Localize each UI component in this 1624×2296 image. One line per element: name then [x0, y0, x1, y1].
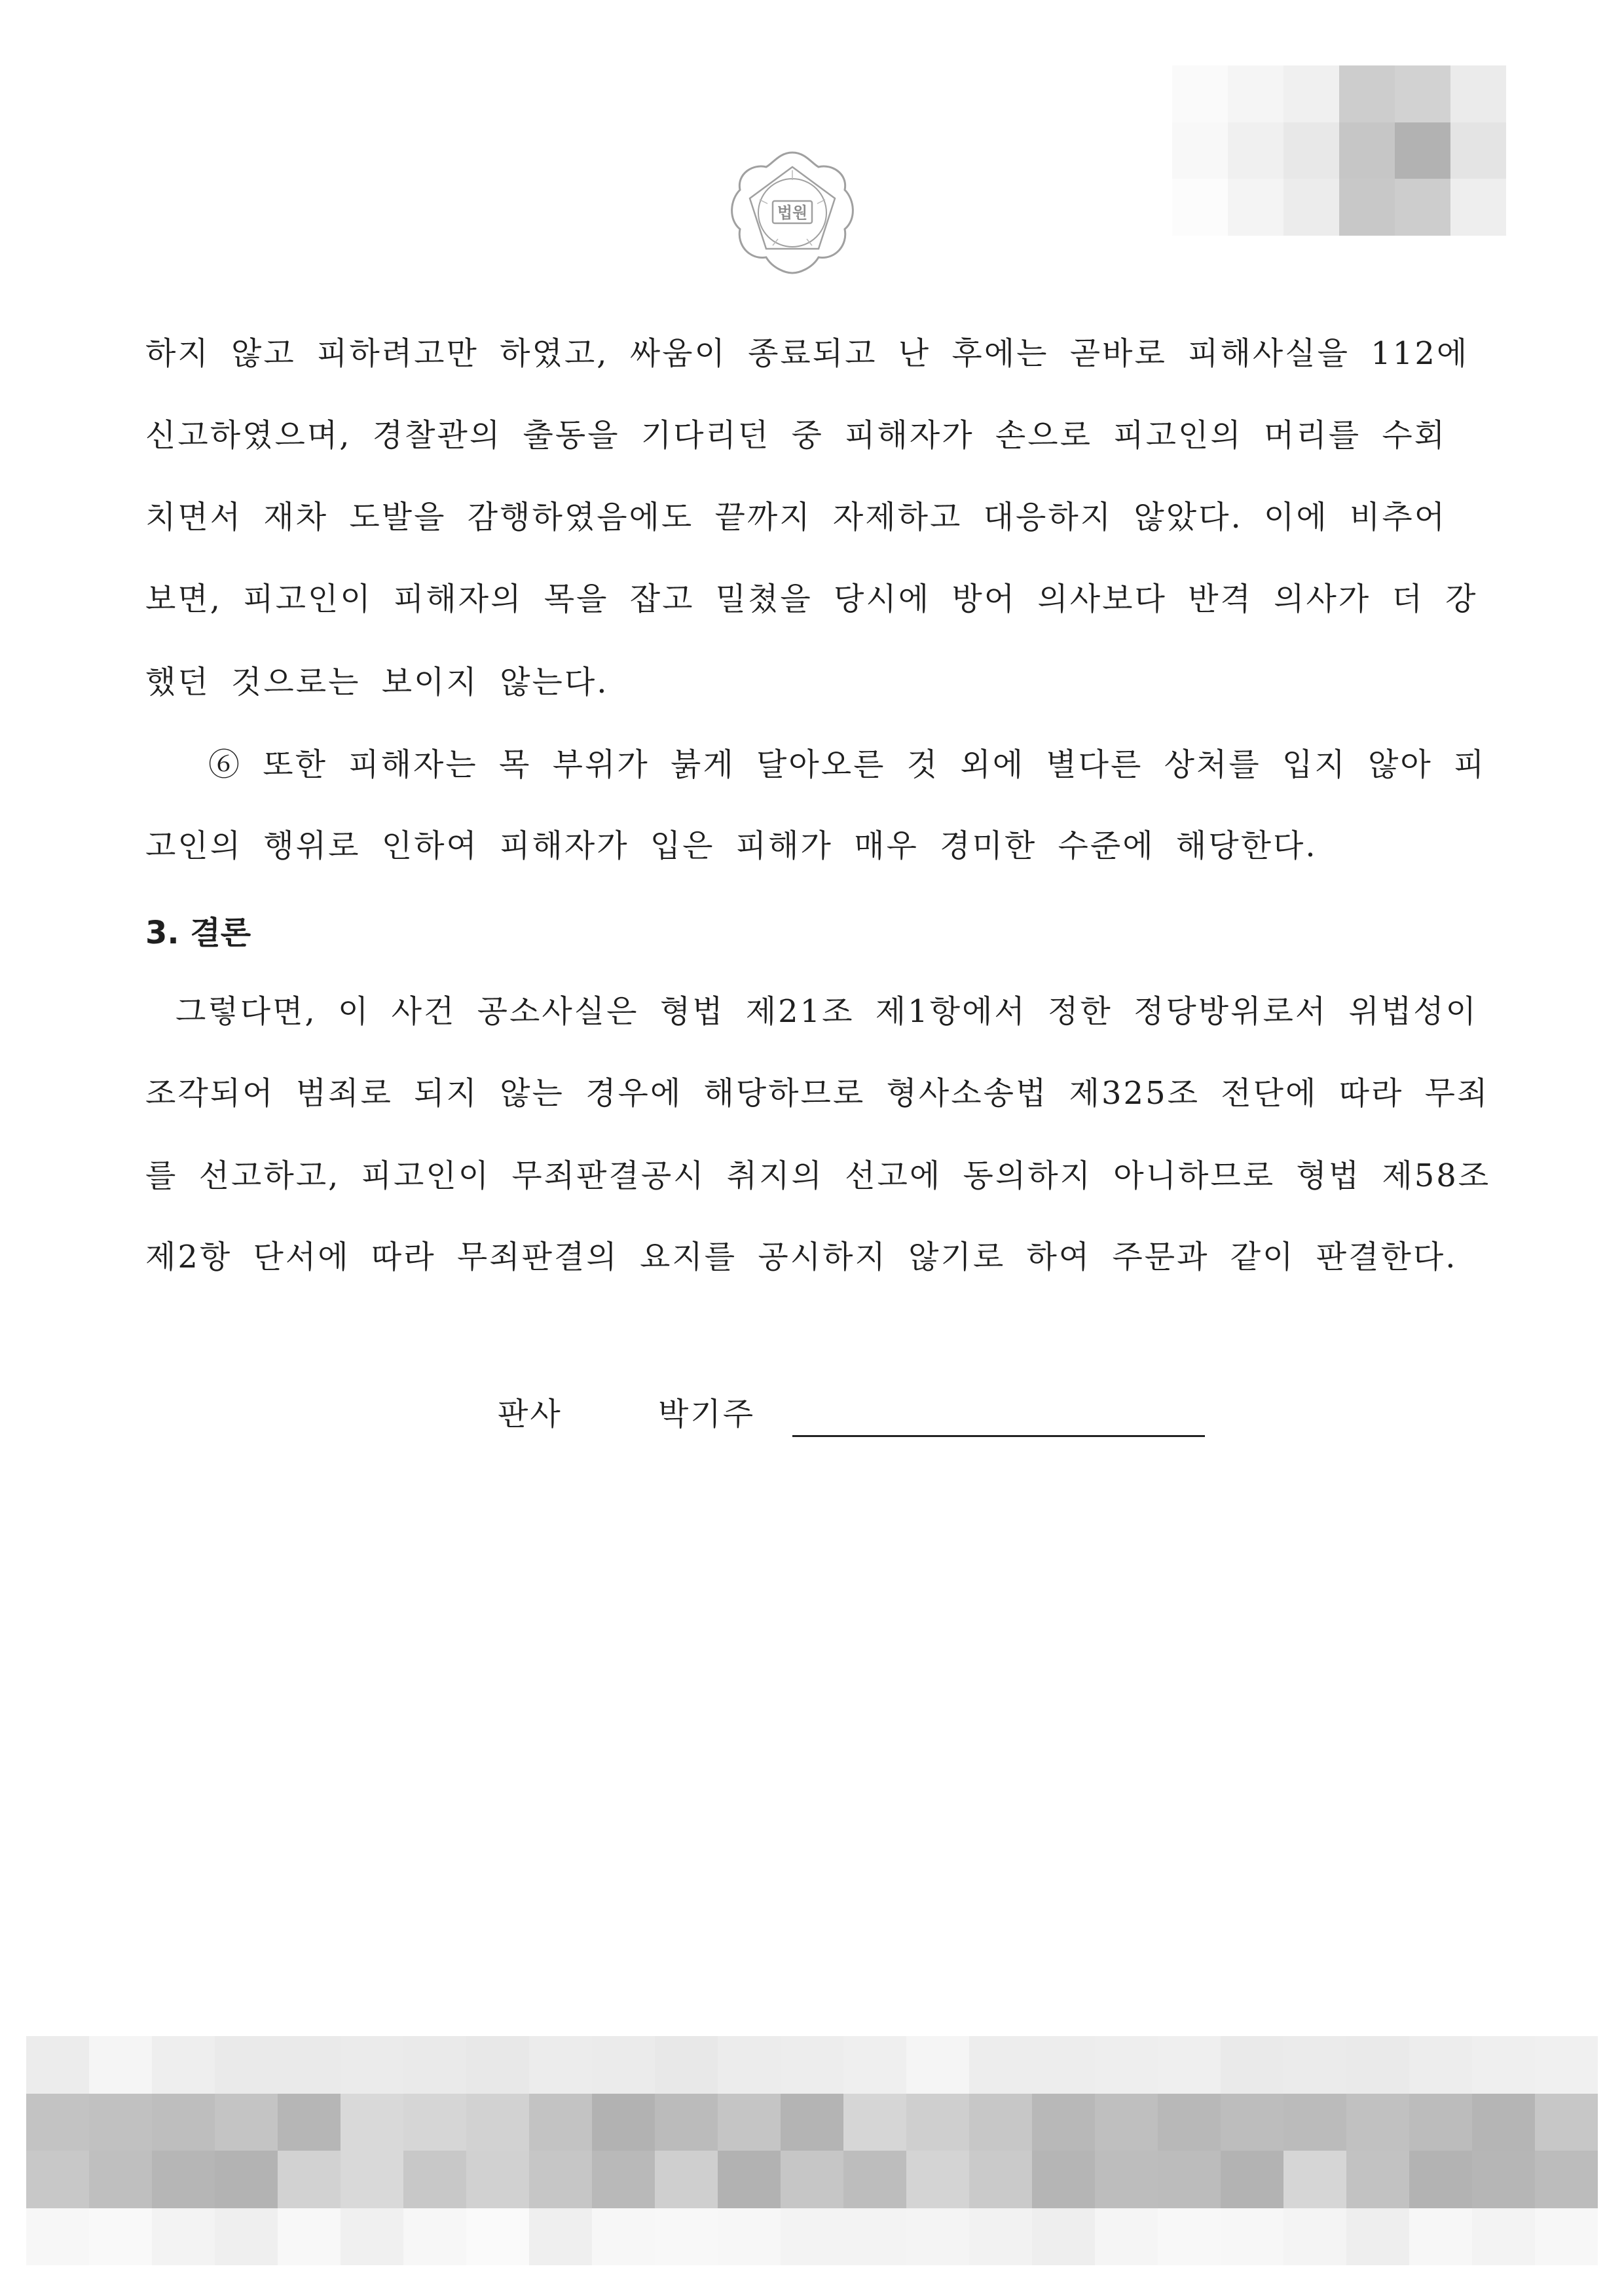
redaction-cell — [26, 2036, 89, 2094]
redaction-cell — [1395, 179, 1450, 236]
redaction-cell — [1409, 2094, 1472, 2151]
redaction-cell — [1158, 2036, 1221, 2094]
redaction-cell — [781, 2151, 843, 2208]
redaction-cell — [906, 2036, 969, 2094]
redaction-cell — [529, 2036, 592, 2094]
redaction-cell — [1535, 2151, 1598, 2208]
redaction-cell — [1535, 2036, 1598, 2094]
redaction-cell — [969, 2036, 1032, 2094]
redaction-cell — [1283, 2208, 1346, 2266]
redaction-cell — [278, 2036, 341, 2094]
redaction-cell — [215, 2151, 278, 2208]
redaction-cell — [592, 2094, 655, 2151]
redaction-cell — [1283, 2036, 1346, 2094]
seal-text: 법원 — [777, 204, 808, 222]
redaction-cell — [529, 2094, 592, 2151]
redaction-cell — [843, 2036, 906, 2094]
redaction-cell — [1228, 65, 1283, 122]
redaction-cell — [1095, 2094, 1158, 2151]
redaction-cell — [592, 2208, 655, 2266]
redaction-cell — [969, 2151, 1032, 2208]
redaction-cell — [1172, 65, 1228, 122]
conclusion-line: 그렇다면, 이 사건 공소사실은 형법 제21조 제1항에서 정한 정당방위로서 위법성이 — [175, 993, 1478, 1030]
redaction-cell — [89, 2036, 152, 2094]
redaction-cell — [1158, 2208, 1221, 2266]
redaction-cell — [781, 2094, 843, 2151]
redaction-cell — [718, 2208, 781, 2266]
redaction-cell — [403, 2036, 466, 2094]
redaction-cell — [89, 2208, 152, 2266]
redaction-cell — [1221, 2151, 1283, 2208]
redaction-cell — [278, 2208, 341, 2266]
redaction-cell — [906, 2208, 969, 2266]
redaction-cell — [1346, 2208, 1409, 2266]
redaction-cell — [1283, 122, 1339, 179]
redaction-cell — [1339, 179, 1395, 236]
redaction-cell — [1032, 2208, 1095, 2266]
redaction-cell — [215, 2208, 278, 2266]
redaction-cell — [843, 2208, 906, 2266]
redaction-cell — [89, 2151, 152, 2208]
body-line: 고인의 행위로 인하여 피해자가 입은 피해가 매우 경미한 수준에 해당한다. — [145, 828, 1318, 864]
redacted-block-top — [1172, 65, 1506, 236]
body-line: ⑥ 또한 피해자는 목 부위가 붉게 달아오른 것 외에 별다른 상처를 입지 않아 피 — [208, 746, 1486, 783]
redaction-cell — [1283, 2151, 1346, 2208]
redaction-cell — [781, 2036, 843, 2094]
redaction-cell — [1535, 2094, 1598, 2151]
body-line: 보면, 피고인이 피해자의 목을 잡고 밀쳤을 당시에 방어 의사보다 반격 의사가 더 강 — [145, 581, 1478, 617]
redaction-cell — [89, 2094, 152, 2151]
redaction-cell — [1283, 179, 1339, 236]
redaction-cell — [969, 2094, 1032, 2151]
redaction-cell — [466, 2094, 529, 2151]
conclusion-line: 조각되어 범죄로 되지 않는 경우에 해당하므로 형사소송법 제325조 전단에 따라 무죄 — [145, 1075, 1490, 1112]
redaction-cell — [655, 2151, 718, 2208]
redaction-cell — [26, 2208, 89, 2266]
redacted-block-bottom — [26, 2036, 1598, 2265]
redaction-cell — [718, 2151, 781, 2208]
redaction-cell — [843, 2094, 906, 2151]
section-heading: 3. 결론 — [145, 915, 251, 951]
redaction-cell — [1535, 2208, 1598, 2266]
redaction-cell — [1450, 179, 1506, 236]
redaction-cell — [152, 2094, 215, 2151]
redaction-cell — [466, 2208, 529, 2266]
redaction-cell — [1450, 65, 1506, 122]
body-line: 하지 않고 피하려고만 하였고, 싸움이 종료되고 난 후에는 곧바로 피해사실을 112에 — [145, 335, 1469, 372]
redaction-cell — [1228, 179, 1283, 236]
redaction-cell — [403, 2208, 466, 2266]
redaction-cell — [1032, 2094, 1095, 2151]
redaction-cell — [403, 2151, 466, 2208]
body-line: 신고하였으며, 경찰관의 출동을 기다리던 중 피해자가 손으로 피고인의 머리를 수회 — [145, 417, 1447, 454]
body-line: 했던 것으로는 보이지 않는다. — [145, 664, 609, 701]
redaction-cell — [1095, 2208, 1158, 2266]
redaction-cell — [529, 2208, 592, 2266]
redaction-cell — [906, 2094, 969, 2151]
redaction-cell — [278, 2151, 341, 2208]
redaction-cell — [341, 2208, 403, 2266]
redaction-cell — [1095, 2151, 1158, 2208]
court-seal — [720, 147, 864, 278]
redaction-cell — [215, 2036, 278, 2094]
redaction-cell — [26, 2094, 89, 2151]
redaction-cell — [403, 2094, 466, 2151]
redaction-cell — [1409, 2036, 1472, 2094]
redaction-cell — [1409, 2208, 1472, 2266]
redaction-cell — [1339, 65, 1395, 122]
redaction-cell — [1346, 2151, 1409, 2208]
redaction-cell — [1221, 2094, 1283, 2151]
redaction-cell — [1221, 2036, 1283, 2094]
redaction-cell — [26, 2151, 89, 2208]
redaction-cell — [341, 2151, 403, 2208]
redaction-cell — [1032, 2151, 1095, 2208]
body-line: 치면서 재차 도발을 감행하였음에도 끝까지 자제하고 대응하지 않았다. 이에 비추어 — [145, 499, 1447, 536]
redaction-cell — [1472, 2094, 1535, 2151]
redaction-cell — [152, 2208, 215, 2266]
redaction-cell — [1346, 2094, 1409, 2151]
redaction-cell — [466, 2036, 529, 2094]
redaction-cell — [1228, 122, 1283, 179]
redaction-cell — [655, 2208, 718, 2266]
redaction-cell — [718, 2036, 781, 2094]
signature-line — [792, 1435, 1205, 1437]
redaction-cell — [278, 2094, 341, 2151]
redaction-cell — [592, 2151, 655, 2208]
redaction-cell — [655, 2094, 718, 2151]
redaction-cell — [529, 2151, 592, 2208]
redaction-cell — [1395, 65, 1450, 122]
redaction-cell — [1221, 2208, 1283, 2266]
redaction-cell — [969, 2208, 1032, 2266]
redaction-cell — [781, 2208, 843, 2266]
conclusion-line: 제2항 단서에 따라 무죄판결의 요지를 공시하지 않기로 하여 주문과 같이 판결한다. — [145, 1239, 1458, 1275]
conclusion-line: 를 선고하고, 피고인이 무죄판결공시 취지의 선고에 동의하지 아니하므로 형법 제58조 — [145, 1157, 1491, 1194]
redaction-cell — [1172, 122, 1228, 179]
redaction-cell — [341, 2036, 403, 2094]
redaction-cell — [1172, 179, 1228, 236]
redaction-cell — [1395, 122, 1450, 179]
redaction-cell — [1472, 2151, 1535, 2208]
redaction-cell — [466, 2151, 529, 2208]
judge-title: 판사 — [498, 1396, 563, 1432]
redaction-cell — [1346, 2036, 1409, 2094]
redaction-cell — [592, 2036, 655, 2094]
redaction-cell — [1283, 2094, 1346, 2151]
redaction-cell — [1472, 2208, 1535, 2266]
redaction-cell — [1450, 122, 1506, 179]
redaction-cell — [341, 2094, 403, 2151]
redaction-cell — [1158, 2151, 1221, 2208]
redaction-cell — [718, 2094, 781, 2151]
redaction-cell — [215, 2094, 278, 2151]
redaction-cell — [843, 2151, 906, 2208]
redaction-cell — [1158, 2094, 1221, 2151]
redaction-cell — [1409, 2151, 1472, 2208]
redaction-cell — [1095, 2036, 1158, 2094]
redaction-cell — [152, 2151, 215, 2208]
redaction-cell — [655, 2036, 718, 2094]
judge-name: 박기주 — [658, 1396, 756, 1432]
redaction-cell — [906, 2151, 969, 2208]
redaction-cell — [1339, 122, 1395, 179]
redaction-cell — [1472, 2036, 1535, 2094]
redaction-cell — [152, 2036, 215, 2094]
redaction-cell — [1283, 65, 1339, 122]
redaction-cell — [1032, 2036, 1095, 2094]
